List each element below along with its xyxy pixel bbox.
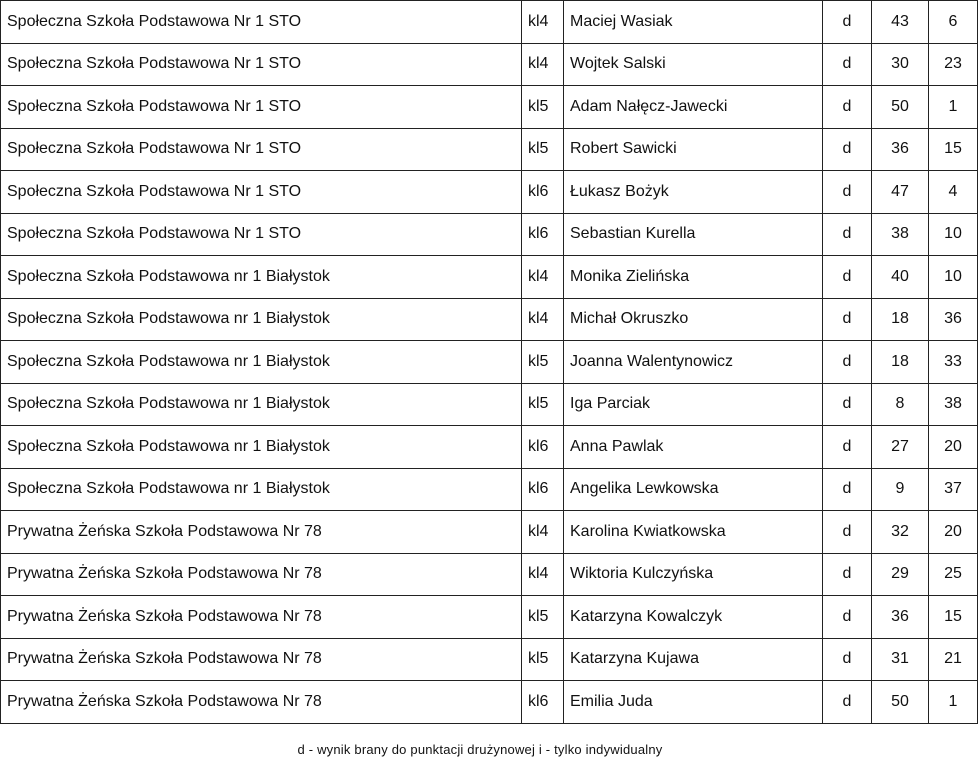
place-cell: 1 [929, 86, 978, 129]
table-row [1, 681, 978, 724]
place-cell: 21 [929, 638, 978, 681]
points-cell: 8 [872, 383, 929, 426]
table-row [1, 341, 978, 384]
student-name-cell: Emilia Juda [564, 681, 823, 724]
table-row [1, 1, 978, 44]
table-row [1, 553, 978, 596]
points-cell: 36 [872, 128, 929, 171]
place-cell: 38 [929, 383, 978, 426]
student-name-cell: Monika Zielińska [564, 256, 823, 299]
points-cell: 43 [872, 1, 929, 44]
student-name-cell: Maciej Wasiak [564, 1, 823, 44]
class-cell: kl5 [522, 341, 564, 384]
school-cell: Społeczna Szkoła Podstawowa Nr 1 STO [1, 1, 522, 44]
legend-footnote: d - wynik brany do punktacji drużynowej i - tylko indywidualny [297, 742, 663, 757]
place-cell: 15 [929, 596, 978, 639]
class-cell: kl4 [522, 511, 564, 554]
student-name-cell: Anna Pawlak [564, 426, 823, 469]
school-cell: Społeczna Szkoła Podstawowa Nr 1 STO [1, 213, 522, 256]
school-cell: Społeczna Szkoła Podstawowa Nr 1 STO [1, 43, 522, 86]
class-cell: kl4 [522, 553, 564, 596]
place-cell: 15 [929, 128, 978, 171]
points-cell: 32 [872, 511, 929, 554]
points-cell: 40 [872, 256, 929, 299]
result-type-cell: d [823, 86, 872, 129]
table-row [1, 298, 978, 341]
student-name-cell: Joanna Walentynowicz [564, 341, 823, 384]
points-cell: 18 [872, 341, 929, 384]
place-cell: 10 [929, 213, 978, 256]
table-row [1, 468, 978, 511]
table-row [1, 43, 978, 86]
class-cell: kl4 [522, 1, 564, 44]
class-cell: kl4 [522, 43, 564, 86]
class-cell: kl6 [522, 468, 564, 511]
result-type-cell: d [823, 681, 872, 724]
table-row [1, 128, 978, 171]
school-cell: Prywatna Żeńska Szkoła Podstawowa Nr 78 [1, 681, 522, 724]
class-cell: kl6 [522, 213, 564, 256]
results-table-body [1, 1, 978, 724]
class-cell: kl6 [522, 426, 564, 469]
result-type-cell: d [823, 171, 872, 214]
class-cell: kl4 [522, 298, 564, 341]
table-row [1, 511, 978, 554]
table-row [1, 171, 978, 214]
table-row [1, 86, 978, 129]
result-type-cell: d [823, 43, 872, 86]
points-cell: 27 [872, 426, 929, 469]
student-name-cell: Sebastian Kurella [564, 213, 823, 256]
place-cell: 10 [929, 256, 978, 299]
result-type-cell: d [823, 213, 872, 256]
points-cell: 36 [872, 596, 929, 639]
school-cell: Prywatna Żeńska Szkoła Podstawowa Nr 78 [1, 553, 522, 596]
place-cell: 23 [929, 43, 978, 86]
points-cell: 9 [872, 468, 929, 511]
class-cell: kl5 [522, 596, 564, 639]
points-cell: 47 [872, 171, 929, 214]
school-cell: Prywatna Żeńska Szkoła Podstawowa Nr 78 [1, 638, 522, 681]
points-cell: 30 [872, 43, 929, 86]
table-row [1, 383, 978, 426]
place-cell: 4 [929, 171, 978, 214]
class-cell: kl5 [522, 383, 564, 426]
student-name-cell: Adam Nałęcz-Jawecki [564, 86, 823, 129]
place-cell: 1 [929, 681, 978, 724]
points-cell: 50 [872, 681, 929, 724]
school-cell: Społeczna Szkoła Podstawowa nr 1 Białystok [1, 256, 522, 299]
student-name-cell: Karolina Kwiatkowska [564, 511, 823, 554]
table-row [1, 596, 978, 639]
school-cell: Społeczna Szkoła Podstawowa Nr 1 STO [1, 86, 522, 129]
school-cell: Prywatna Żeńska Szkoła Podstawowa Nr 78 [1, 511, 522, 554]
points-cell: 18 [872, 298, 929, 341]
place-cell: 20 [929, 511, 978, 554]
place-cell: 20 [929, 426, 978, 469]
place-cell: 37 [929, 468, 978, 511]
school-cell: Społeczna Szkoła Podstawowa nr 1 Białystok [1, 341, 522, 384]
student-name-cell: Angelika Lewkowska [564, 468, 823, 511]
result-type-cell: d [823, 553, 872, 596]
points-cell: 50 [872, 86, 929, 129]
points-cell: 31 [872, 638, 929, 681]
class-cell: kl6 [522, 171, 564, 214]
student-name-cell: Robert Sawicki [564, 128, 823, 171]
school-cell: Społeczna Szkoła Podstawowa nr 1 Białystok [1, 468, 522, 511]
class-cell: kl5 [522, 638, 564, 681]
result-type-cell: d [823, 426, 872, 469]
result-type-cell: d [823, 596, 872, 639]
class-cell: kl5 [522, 86, 564, 129]
result-type-cell: d [823, 383, 872, 426]
points-cell: 38 [872, 213, 929, 256]
place-cell: 36 [929, 298, 978, 341]
result-type-cell: d [823, 468, 872, 511]
school-cell: Prywatna Żeńska Szkoła Podstawowa Nr 78 [1, 596, 522, 639]
school-cell: Społeczna Szkoła Podstawowa Nr 1 STO [1, 128, 522, 171]
student-name-cell: Wiktoria Kulczyńska [564, 553, 823, 596]
place-cell: 6 [929, 1, 978, 44]
student-name-cell: Katarzyna Kujawa [564, 638, 823, 681]
class-cell: kl4 [522, 256, 564, 299]
student-name-cell: Michał Okruszko [564, 298, 823, 341]
result-type-cell: d [823, 1, 872, 44]
student-name-cell: Katarzyna Kowalczyk [564, 596, 823, 639]
points-cell: 29 [872, 553, 929, 596]
place-cell: 33 [929, 341, 978, 384]
result-type-cell: d [823, 638, 872, 681]
result-type-cell: d [823, 341, 872, 384]
class-cell: kl5 [522, 128, 564, 171]
school-cell: Społeczna Szkoła Podstawowa nr 1 Białystok [1, 383, 522, 426]
class-cell: kl6 [522, 681, 564, 724]
result-type-cell: d [823, 256, 872, 299]
result-type-cell: d [823, 298, 872, 341]
place-cell: 25 [929, 553, 978, 596]
table-row [1, 426, 978, 469]
table-row [1, 256, 978, 299]
student-name-cell: Iga Parciak [564, 383, 823, 426]
student-name-cell: Łukasz Bożyk [564, 171, 823, 214]
school-cell: Społeczna Szkoła Podstawowa nr 1 Białystok [1, 298, 522, 341]
student-name-cell: Wojtek Salski [564, 43, 823, 86]
result-type-cell: d [823, 128, 872, 171]
school-cell: Społeczna Szkoła Podstawowa Nr 1 STO [1, 171, 522, 214]
school-cell: Społeczna Szkoła Podstawowa nr 1 Białystok [1, 426, 522, 469]
table-row [1, 213, 978, 256]
table-row [1, 638, 978, 681]
result-type-cell: d [823, 511, 872, 554]
